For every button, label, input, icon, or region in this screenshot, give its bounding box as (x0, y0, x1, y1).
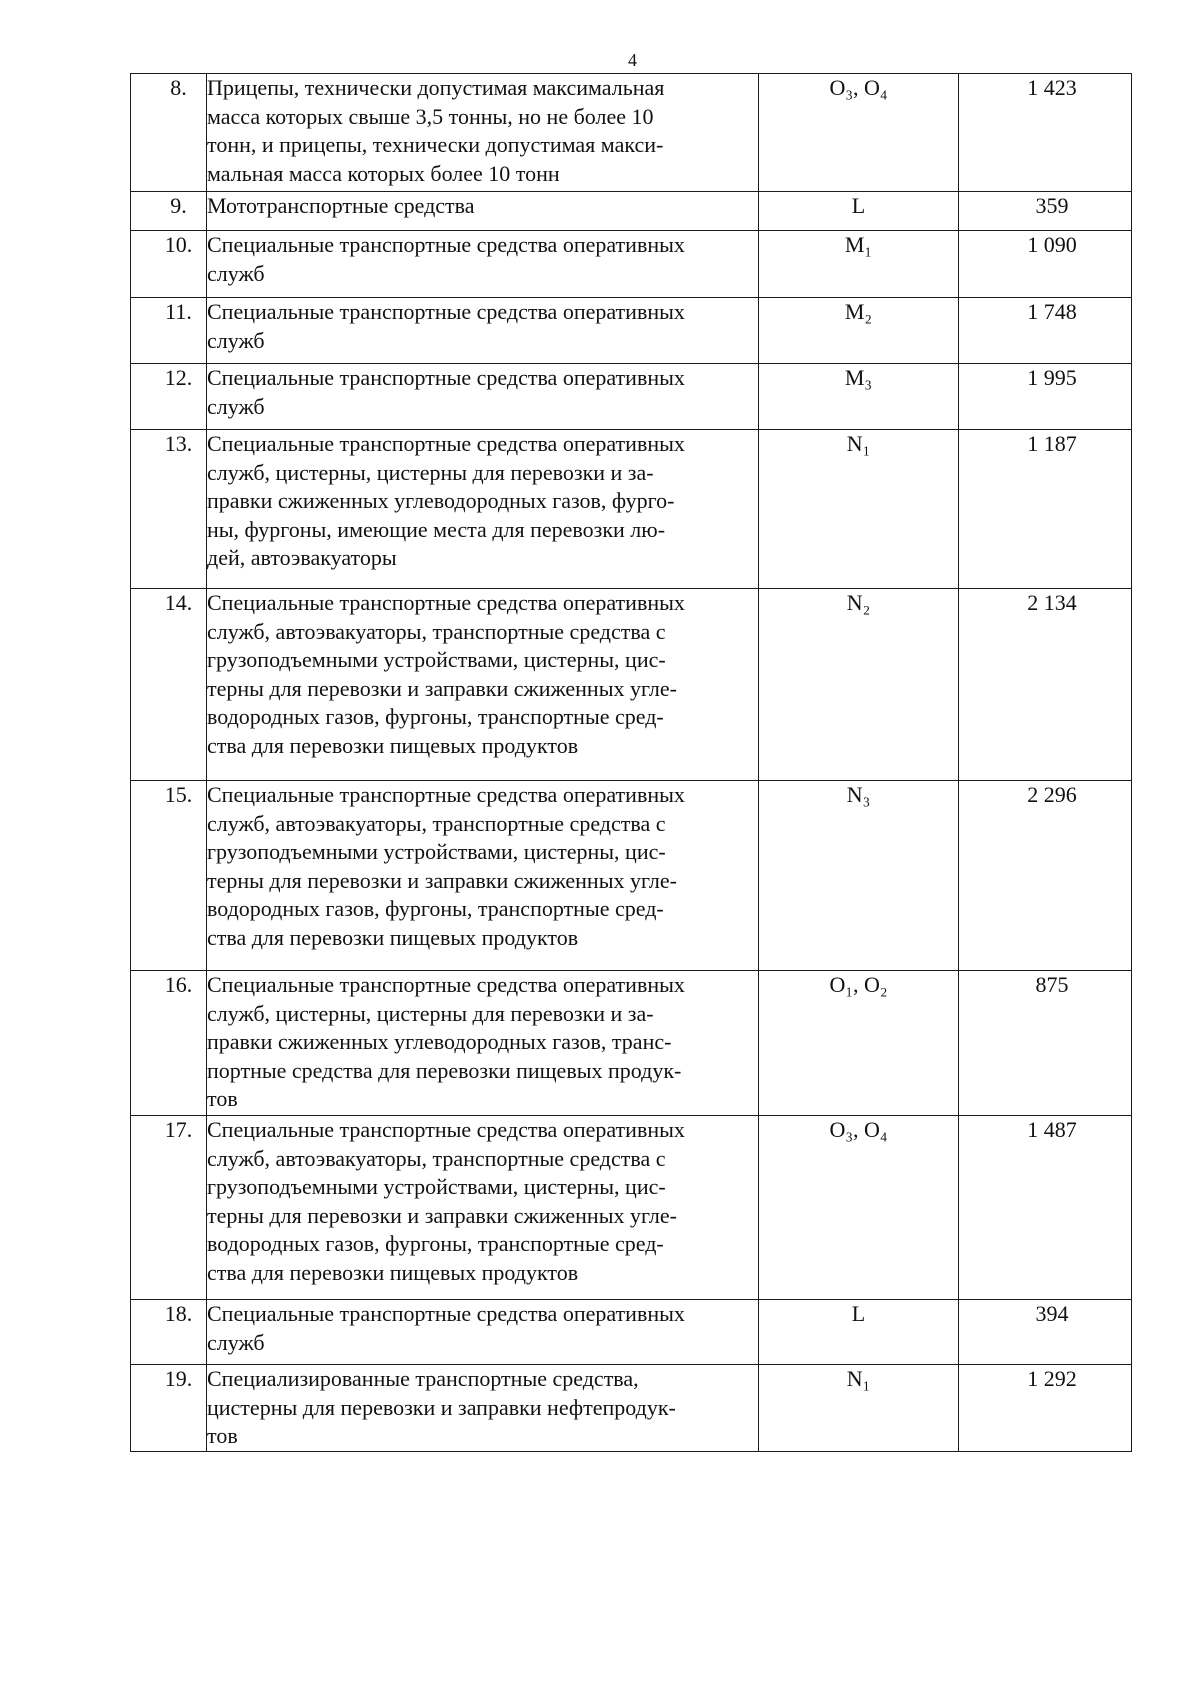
row-category: N₂ (759, 589, 959, 781)
row-number: 8. (131, 74, 207, 192)
table-row (131, 298, 1132, 364)
row-description: Прицепы, технически допустимая максимальная масса которых свыше 3,5 тонны, но не более 10 тонн, и прицепы, технически допустимая макси- мальная масса которых более 10 тонн (207, 74, 759, 192)
row-value: 1 487 (959, 1116, 1132, 1300)
table-row (131, 971, 1132, 1116)
table-row (131, 231, 1132, 298)
row-number: 14. (131, 589, 207, 781)
row-value: 1 748 (959, 298, 1132, 364)
row-value: 359 (959, 192, 1132, 231)
table-row (131, 74, 1132, 192)
row-category: L (759, 1300, 959, 1365)
row-category: N₁ (759, 1365, 959, 1452)
row-value: 394 (959, 1300, 1132, 1365)
row-description: Мототранспортные средства (207, 192, 759, 231)
row-category: M₁ (759, 231, 959, 298)
row-description: Специальные транспортные средства оперативных служб, цистерны, цистерны для перевозки и за- правки сжиженных углеводородных газов, транс- портные средства для перевозки пищевых продук- тов (207, 971, 759, 1116)
table-row (131, 589, 1132, 781)
row-value: 1 187 (959, 430, 1132, 589)
table-row (131, 1300, 1132, 1365)
row-number: 10. (131, 231, 207, 298)
row-category: M₃ (759, 364, 959, 430)
table-row (131, 364, 1132, 430)
table-row (131, 1365, 1132, 1452)
row-number: 16. (131, 971, 207, 1116)
table-row (131, 1116, 1132, 1300)
row-category: O₃, O₄ (759, 74, 959, 192)
row-description: Специальные транспортные средства оперативных служб (207, 1300, 759, 1365)
row-description: Специальные транспортные средства оперативных служб, автоэвакуаторы, транспортные средства с грузоподъемными устройствами, цистерны, цис- терны для перевозки и заправки сжиженных угле- водородных газов, фургоны, транспортные сред- ства для перевозки пищевых продуктов (207, 781, 759, 971)
table-row (131, 781, 1132, 971)
row-description: Специальные транспортные средства оперативных служб, автоэвакуаторы, транспортные средства с грузоподъемными устройствами, цистерны, цис- терны для перевозки и заправки сжиженных угле- водородных газов, фургоны, транспортные сред- ства для перевозки пищевых продуктов (207, 589, 759, 781)
row-category: L (759, 192, 959, 231)
row-description: Специальные транспортные средства оперативных служб (207, 298, 759, 364)
page-number: 4 (628, 50, 637, 70)
row-description: Специализированные транспортные средства, цистерны для перевозки и заправки нефтепродук- тов (207, 1365, 759, 1452)
table-row (131, 430, 1132, 589)
row-value: 2 134 (959, 589, 1132, 781)
row-value: 1 090 (959, 231, 1132, 298)
row-number: 9. (131, 192, 207, 231)
row-number: 17. (131, 1116, 207, 1300)
row-number: 15. (131, 781, 207, 971)
row-description: Специальные транспортные средства оперативных служб (207, 364, 759, 430)
row-value: 875 (959, 971, 1132, 1116)
row-category: O₃, O₄ (759, 1116, 959, 1300)
row-value: 1 423 (959, 74, 1132, 192)
row-value: 1 995 (959, 364, 1132, 430)
row-number: 18. (131, 1300, 207, 1365)
row-value: 1 292 (959, 1365, 1132, 1452)
row-category: N₃ (759, 781, 959, 971)
row-value: 2 296 (959, 781, 1132, 971)
row-number: 19. (131, 1365, 207, 1452)
vehicle-category-table (130, 73, 1132, 1452)
row-number: 11. (131, 298, 207, 364)
row-description: Специальные транспортные средства оперативных служб, цистерны, цистерны для перевозки и за- правки сжиженных углеводородных газов, фурго- ны, фургоны, имеющие места для перевозки лю- дей, автоэвакуаторы (207, 430, 759, 589)
table-row (131, 192, 1132, 231)
row-number: 12. (131, 364, 207, 430)
row-category: O₁, O₂ (759, 971, 959, 1116)
row-number: 13. (131, 430, 207, 589)
row-description: Специальные транспортные средства оперативных служб, автоэвакуаторы, транспортные средства с грузоподъемными устройствами, цистерны, цис- терны для перевозки и заправки сжиженных угле- водородных газов, фургоны, транспортные сред- ства для перевозки пищевых продуктов (207, 1116, 759, 1300)
row-category: N₁ (759, 430, 959, 589)
row-category: M₂ (759, 298, 959, 364)
row-description: Специальные транспортные средства оперативных служб (207, 231, 759, 298)
